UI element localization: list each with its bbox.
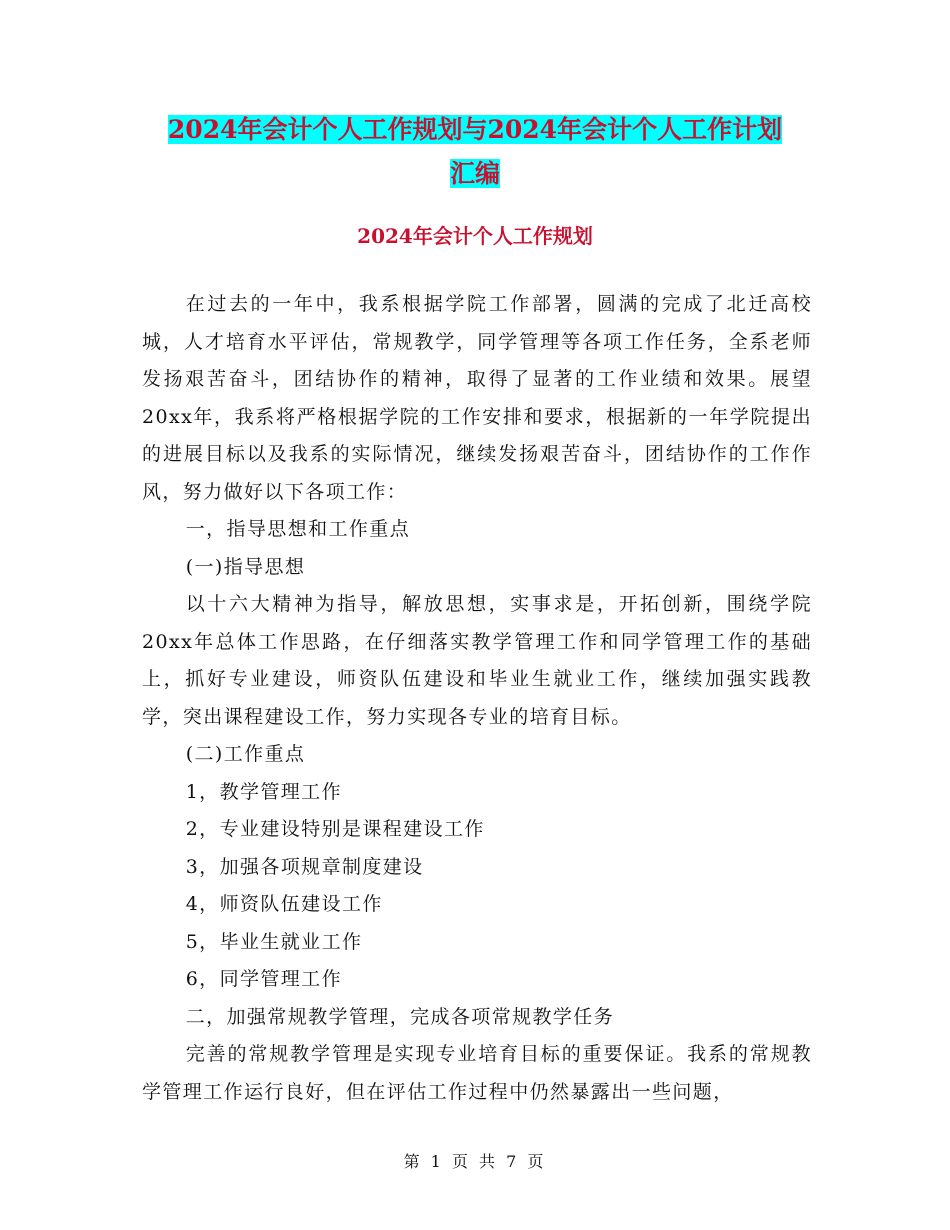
document-title-text-1: 2024年会计个人工作规划与2024年会计个人工作计划 — [167, 115, 783, 144]
list-item: 5，毕业生就业工作 — [185, 930, 363, 953]
list-item: 2，专业建设特别是课程建设工作 — [185, 818, 485, 840]
document-title-line-1 — [0, 108, 950, 152]
subheading-guiding-ideas: (一)指导思想 — [185, 555, 306, 578]
document-title-text-2: 汇编 — [449, 159, 500, 188]
heading-teaching-management: 二，加强常规教学管理，完成各项常规教学任务 — [185, 1005, 615, 1028]
list-item: 1，教学管理工作 — [185, 780, 342, 803]
section-title: 2024年会计个人工作规划 — [357, 224, 593, 248]
paragraph-teaching-management: 完善的常规教学管理是实现专业培育目标的重要保证。我系的常规教学管理工作运行良好，但在评估工作过程中仍然暴露出一些问题， — [142, 1043, 812, 1103]
document-title-line-2 — [0, 152, 950, 196]
paragraph-guiding-ideas: 以十六大精神为指导，解放思想，实事求是，开拓创新，围绕学院20xx年总体工作思路，在仔细落实教学管理工作和同学管理工作的基础上，抓好专业建设，师资队伍建设和毕业生就业工作，继续加强实践教学，突出课程建设工作，努力实现各专业的培育目标。 — [142, 593, 812, 728]
paragraph-intro: 在过去的一年中，我系根据学院工作部署，圆满的完成了北迁高校城，人才培育水平评估，常规教学，同学管理等各项工作任务，全系老师发扬艰苦奋斗，团结协作的精神，取得了显著的工作业绩和效果。展望20xx年，我系将严格根据学院的工作安排和要求，根据新的一年学院提出的进展目标以及我系的实际情况，继续发扬艰苦奋斗，团结协作的工作作风，努力做好以下各项工作： — [142, 293, 812, 503]
list-item: 3，加强各项规章制度建设 — [185, 855, 424, 878]
heading-guiding-ideas-and-focus: 一，指导思想和工作重点 — [185, 518, 411, 540]
document-body — [142, 286, 812, 1111]
list-item: 6，同学管理工作 — [185, 968, 342, 990]
list-item: 4，师资队伍建设工作 — [185, 893, 383, 915]
page-number-footer: 第 1 页 共 7 页 — [403, 1152, 547, 1171]
subheading-work-focus: (二)工作重点 — [185, 743, 306, 765]
